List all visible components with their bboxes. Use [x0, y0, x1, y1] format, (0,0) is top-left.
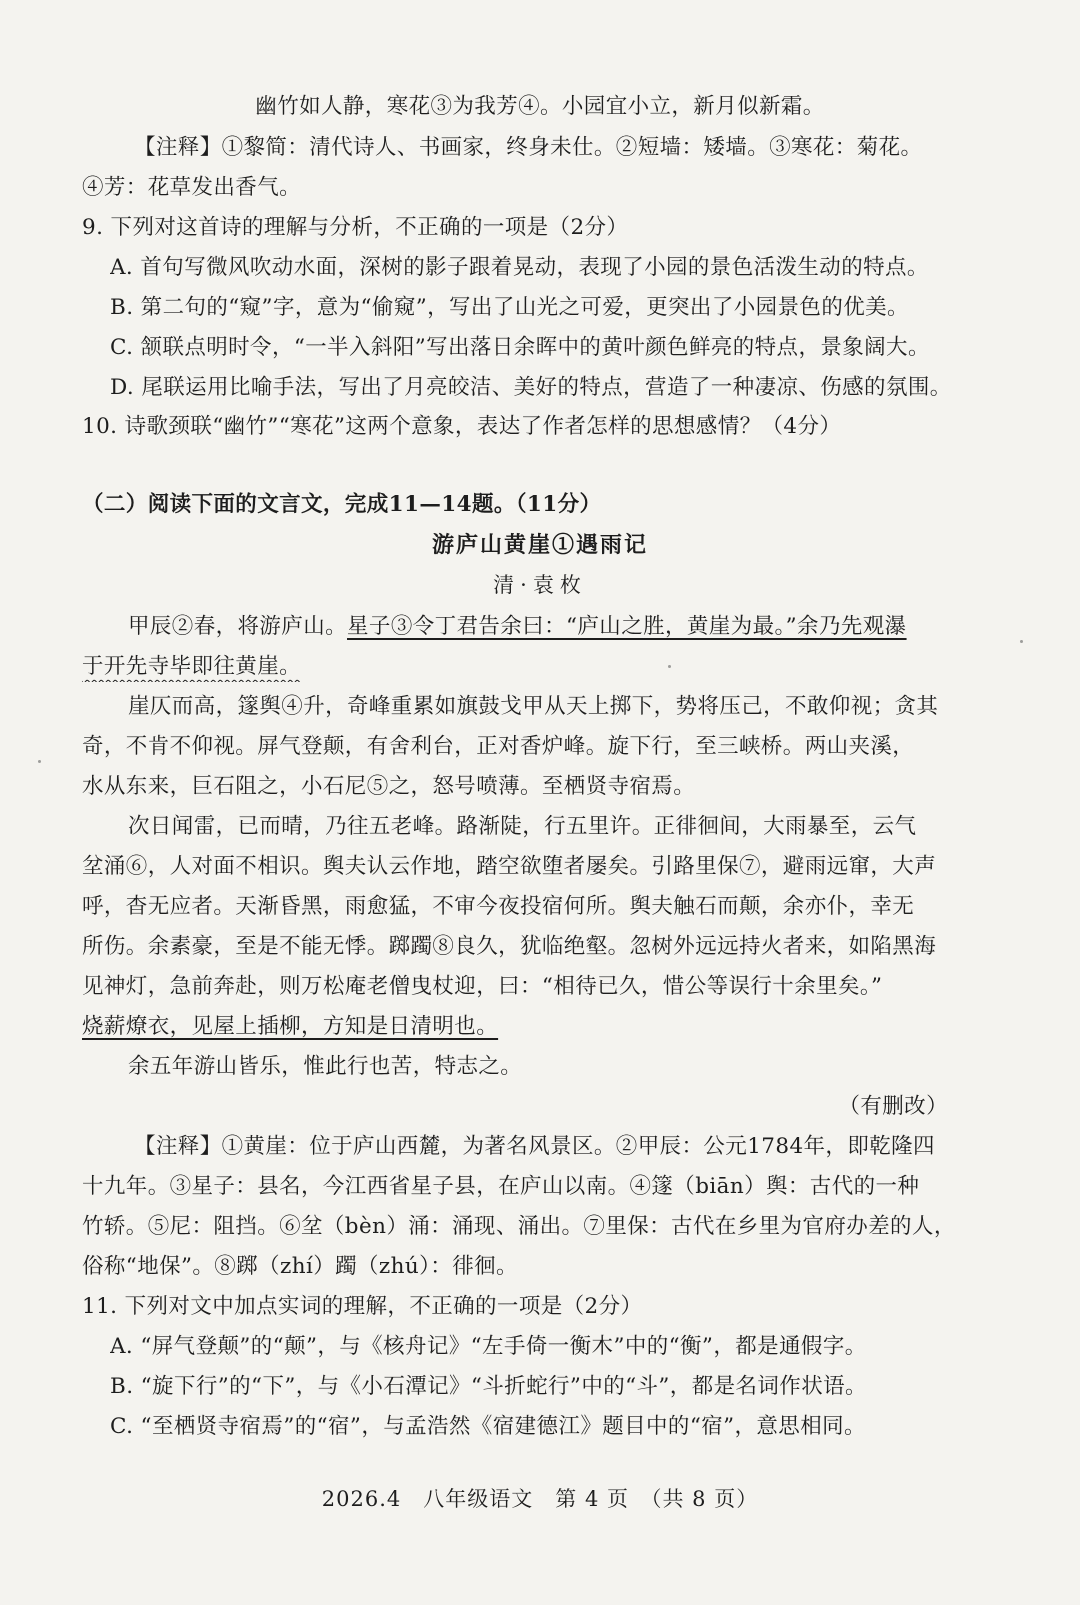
passage-p1-plain: 甲辰②春，将游庐山。 [128, 614, 348, 639]
question-9-option-b: B. 第二句的“窥”字，意为“偷窥”，写出了山光之可爱，更突出了小园景色的优美。 [110, 295, 909, 320]
passage-notes-line-4: 俗称“地保”。⑧踯（zhí）躅（zhú）：徘徊。 [82, 1254, 518, 1279]
passage-p1-wavy-underlined: 于开先寺毕即往黄崖。 [82, 654, 302, 679]
passage-p3-underlined: 烧薪燎衣，见屋上插柳，方知是日清明也。 [82, 1014, 499, 1039]
question-9-stem: 9. 下列对这首诗的理解与分析，不正确的一项是（2分） [82, 215, 629, 240]
scan-speck [1020, 640, 1023, 643]
passage-p2-line-2: 奇，不肯不仰视。屏气登颠，有舍利台，正对香炉峰。旋下行，至三峡桥。两山夹溪， [82, 734, 915, 759]
passage-p3-line-3: 呼，杳无应者。天渐昏黑，雨愈猛，不审今夜投宿何所。舆夫触石而颠，余亦仆，幸无 [82, 894, 915, 919]
poem-notes-line-2: ④芳：花草发出香气。 [82, 175, 302, 200]
question-10: 10. 诗歌颈联“幽竹”“寒花”这两个意象，表达了作者怎样的思想感情？（4分） [82, 414, 842, 439]
passage-p3-line-1: 次日闻雷，已而晴，乃往五老峰。路渐陡，行五里许。正徘徊间，大雨暴至，云气 [128, 814, 917, 839]
question-9-option-d: D. 尾联运用比喻手法，写出了月亮皎洁、美好的特点，营造了一种凄凉、伤感的氛围。 [110, 375, 952, 400]
section-2-heading: （二）阅读下面的文言文，完成11—14题。（11分） [82, 492, 602, 517]
question-9-option-a: A. 首句写微风吹动水面，深树的影子跟着晃动，表现了小园的景色活泼生动的特点。 [110, 255, 929, 280]
passage-p1-underlined: 星子③令丁君告余曰：“庐山之胜，黄崖为最。”余乃先观瀑 [347, 614, 907, 639]
passage-author: 清·袁枚 [493, 573, 587, 597]
passage-p1-line-2 [82, 652, 1042, 682]
question-11-stem: 11. 下列对文中加点实词的理解，不正确的一项是（2分） [82, 1294, 643, 1319]
passage-p2-line-1: 崖仄而高，篴舆④升，奇峰重累如旗鼓戈甲从天上掷下，势将压己，不敢仰视；贪其 [128, 694, 939, 719]
question-9-option-c: C. 颔联点明时令，“一半入斜阳”写出落日余晖中的黄叶颜色鲜亮的特点，景象阔大。 [110, 335, 930, 360]
passage-p3-line-4: 所伤。余素豪，至是不能无悸。踯躅⑧良久，犹临绝壑。忽树外远远持火者来，如陷黑海 [82, 934, 937, 959]
passage-source-note: （有删改） [838, 1094, 948, 1119]
passage-p4: 余五年游山皆乐，惟此行也苦，特志之。 [128, 1054, 523, 1079]
passage-title: 游庐山黄崖①遇雨记 [431, 532, 648, 558]
passage-p2-line-3: 水从东来，巨石阻之，小石尼⑤之，怒号喷薄。至栖贤寺宿焉。 [82, 774, 696, 799]
passage-p1-line-1 [128, 612, 1058, 642]
scan-speck [38, 760, 41, 763]
passage-p3-line-2: 坌涌⑥，人对面不相识。舆夫认云作地，踏空欲堕者屡矣。引路里保⑦，避雨远窜，大声 [82, 854, 937, 879]
page-footer: 2026.4 八年级语文 第 4 页 （共 8 页） [321, 1487, 759, 1511]
passage-notes-line-3: 竹轿。⑤尼：阻挡。⑥坌（bèn）涌：涌现、涌出。⑦里保：古代在乡里为官府办差的人， [82, 1214, 956, 1239]
question-11-option-b: B. “旋下行”的“下”，与《小石潭记》“斗折蛇行”中的“斗”，都是名词作状语。 [110, 1374, 867, 1399]
question-11-option-a: A. “屏气登颠”的“颠”，与《核舟记》“左手倚一衡木”中的“衡”，都是通假字。 [110, 1334, 867, 1359]
passage-p3-line-6 [82, 1012, 1042, 1042]
passage-notes-line-1: 【注释】①黄崖：位于庐山西麓，为著名风景区。②甲辰：公元1784年，即乾隆四 [134, 1134, 935, 1159]
passage-p3-line-5: 见神灯，急前奔赴，则万松庵老僧曳杖迎，曰：“相待已久，惜公等误行十余里矣。” [82, 974, 883, 999]
passage-notes-line-2: 十九年。③星子：县名，今江西省星子县，在庐山以南。④篴（biān）舆：古代的一种 [82, 1174, 920, 1199]
scan-speck [668, 665, 671, 668]
poem-notes-line-1: 【注释】①黎简：清代诗人、书画家，终身未仕。②短墙：矮墙。③寒花：菊花。 [134, 135, 923, 160]
poem-last-lines: 幽竹如人静，寒花③为我芳④。小园宜小立，新月似新霜。 [255, 94, 825, 119]
question-11-option-c: C. “至栖贤寺宿焉”的“宿”，与孟浩然《宿建德江》题目中的“宿”，意思相同。 [110, 1414, 866, 1439]
